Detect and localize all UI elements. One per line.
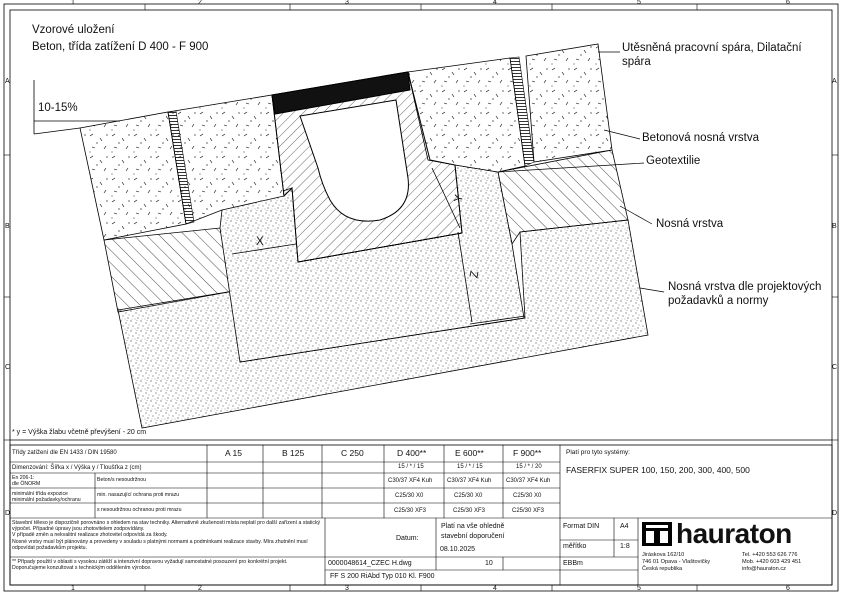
exposure-e600: C25/30 X0 [454,493,483,499]
note-2: V případě změn a nekvalitní realizace zhotovitel odpovídá za škody. [12,532,168,539]
concrete-e600: C30/37 XF4 Kuh [447,478,492,484]
drawing-number: 0000048614_CZEC H.dwg [328,560,412,567]
grid-col-2: 2 [198,0,202,6]
company-country: Česká republika [642,566,683,572]
format-label: Format DIN [563,523,600,530]
hauraton-logo-mark [642,522,672,546]
grid-row-d: D [5,510,11,517]
drawing-title-line2: Beton, třída zatížení D 400 - F 900 [32,41,209,53]
right-paving [526,44,612,162]
class-c250: C 250 [341,448,364,458]
class-f900: F 900** [513,448,542,458]
row-exposure-desc: min. nasazující ochrana proti mrazu [97,492,180,498]
description-line2: stavební doporučení [441,533,505,540]
grid-row-c: C [5,364,11,371]
class-d400: D 400** [397,448,427,458]
dims-f900: 15 / * / 20 [516,464,542,470]
callout-sealed-joint: Utěsněná pracovní spára, Dilatační [622,42,802,54]
note-5: Doporučujeme konzultovat s technickým oddělením výrobce. [12,565,152,572]
callout-bearing-layer: Nosná vrstva [656,218,724,230]
sheet-number: 10 [485,560,493,567]
grid-col-1-bottom: 1 [71,585,75,592]
callout-bearing-layer-project-2: požadavků a normy [668,295,769,307]
left-paving [80,112,186,240]
date-value: 08.10.2025 [440,546,476,553]
grid-row-d-right: D [832,510,838,517]
dim-x-label: X [256,236,264,248]
row-exposure-label-a: minimální třída expozice [12,491,68,497]
row-dimension-label: Dimenzování: Šířka x / Výška y / Tloušťka z (cm) [12,465,142,471]
grid-col-4-bottom: 4 [493,585,497,592]
date-label: Datum: [396,535,419,542]
class-b125: B 125 [282,448,305,458]
notes-block [12,520,322,556]
description-line1: Platí na vše ohledně [441,523,505,530]
company-address2: 746 01 Opava - Vlaštovičky [642,559,711,565]
frost-f900: C25/30 XF3 [512,508,545,514]
slope-label: 10-15% [38,102,78,114]
grid-row-b: B [5,223,10,230]
callout-bearing-layer-project: Nosná vrstva dle projektových [668,281,822,293]
grid-row-a-right: A [832,78,837,85]
grid-row-a: A [5,78,10,85]
format-value: A4 [620,523,629,530]
grid-row-c-right: C [832,364,838,371]
grid-col-6-bottom: 6 [786,585,790,592]
note-3: Nosné vrstvy musí být plánovány a provedeny v souladu s platnými normami a podmínkami realizace stavby. Míra zhutnění musí odpovídat požadavkům projektu. [12,538,308,551]
grid-col-1: 1 [71,0,75,6]
grid-col-3-bottom: 3 [345,585,349,592]
notes-block-2 [12,559,322,584]
dims-d400: 15 / * / 15 [398,464,424,470]
dims-e600: 15 / * / 15 [457,464,483,470]
row-concrete-desc: Beton/s nesoudržnou [97,477,147,483]
callout-concrete-layer: Betonová nosná vrstva [642,132,759,144]
drawing-title-line1: Vzorové uložení [32,24,115,36]
concrete-d400: C30/37 XF4 Kuh [388,478,433,484]
frost-d400: C25/30 XF3 [394,508,427,514]
grid-col-2-bottom: 2 [198,585,202,592]
row-onorm-label: dle ÖNORM [12,481,41,487]
exposure-d400: C25/30 X0 [395,493,424,499]
row-en206-label: En 206-1: [12,475,35,481]
concrete-f900: C30/37 XF4 Kuh [506,478,551,484]
note-4: ** Případy použití v oblasti s vysokou zátěží a intenzivní dopravou vyžadují samostatné posouzení pro konkrétní projekt. [12,559,288,565]
class-a15: A 15 [225,448,243,458]
company-email: info@hauraton.cz [742,566,786,572]
company-address1: Jiráskova 162/10 [642,552,685,558]
exposure-f900: C25/30 X0 [513,493,542,499]
scale-label: měřítko [563,543,587,550]
company-logo-text: hauraton [676,518,792,549]
company-tel: Tel. +420 553 626 776 [742,552,798,558]
systems-list: FASERFIX SUPER 100, 150, 200, 300, 400, 500 [566,465,750,475]
grid-col-4: 4 [493,0,497,6]
note-1: Stavební těleso je dispozičně porovnáno s ohledem na stav techniky. Alternativně zkušenosti místa neplatí pro další zařízení a statický výpočet. Případné úpravy jsou zhotovitelem zodpovídány. [12,520,321,533]
class-e600: E 600** [455,448,484,458]
grid-col-6: 6 [786,0,790,6]
grid-row-b-right: B [832,223,837,230]
callout-geotextile: Geotextilie [646,155,701,167]
grid-col-5: 5 [637,0,641,6]
grid-col-5-bottom: 5 [637,585,641,592]
company-mobile: Mob. +420 603 429 451 [742,559,802,565]
systems-label: Platí pro tyto systémy: [566,449,630,456]
row-load-class-label: Třídy zatížení dle EN 1433 / DIN 19580 [12,450,117,456]
scale-value: 1:8 [620,543,630,550]
callout-sealed-joint-2: spára [622,56,651,68]
frost-e600: C25/30 XF3 [453,508,486,514]
row-exposure-label-b: minimální požadavky/ochranu [12,497,81,503]
dim-y-label: Y [452,193,466,204]
author: EBBm [563,560,583,567]
grid-col-3: 3 [345,0,349,6]
dim-z-label: Z [468,269,482,280]
row-frost-desc: s nesoudržnou ochranou proti mrazu [97,507,182,513]
footnote: * y = Výška žlabu včetně převýšení - 20 cm [12,429,147,436]
drawing-code: FF S 200 RiAbd Typ 010 Kl. F900 [330,573,435,580]
